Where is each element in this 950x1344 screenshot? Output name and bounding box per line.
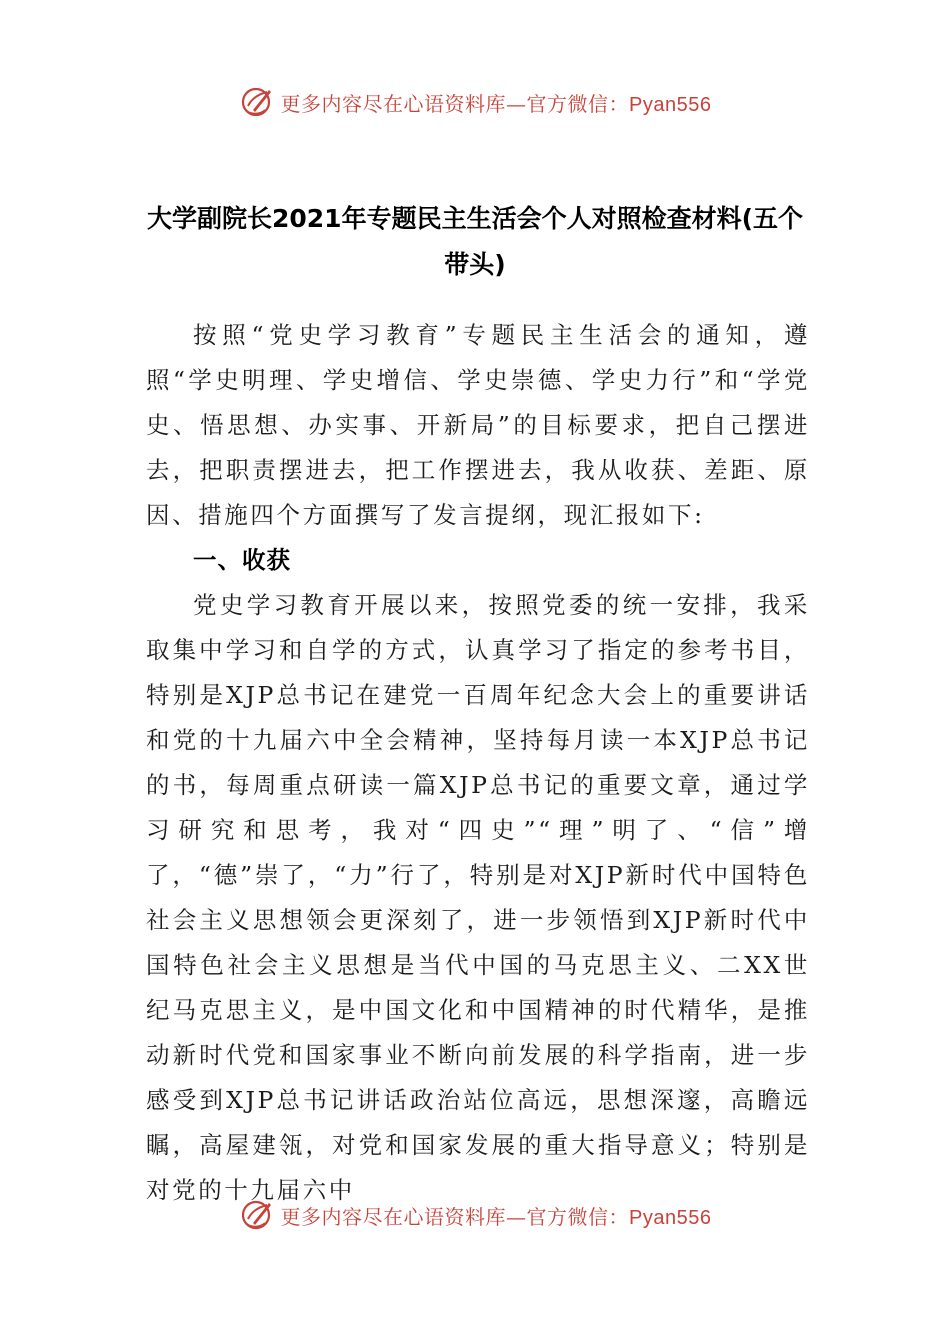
banner-text — [281, 88, 712, 117]
banner-wechat-label: 官方微信： — [526, 91, 630, 116]
pen-flourish-logo-icon — [239, 1197, 275, 1233]
intro-paragraph: 按照“党史学习教育”专题民主生活会的通知，遵照“学史明理、学史增信、学史崇德、学史力行”和“学党史、悟思想、办实事、开新局”的目标要求，把自己摆进去，把职责摆进去，把工作摆进去，我从收获、差距、原因、措施四个方面撰写了发言提纲，现汇报如下: — [146, 321, 810, 529]
banner-wechat-id: Pyan556 — [629, 93, 712, 116]
document-title: 大学副院长2021年专题民主生活会个人对照检查材料(五个带头) — [146, 204, 803, 279]
section-paragraph: 党史学习教育开展以来，按照党委的统一安排，我采取集中学习和自学的方式，认真学习了指定的参考书目，特别是XJP总书记在建党一百周年纪念大会上的重要讲话和党的十九届六中全会精神，坚持每月读一本XJP总书记的书，每周重点研读一篇XJP总书记的重要文章，通过学习研究和思考，我对“四史”“理”明了、“信”增了，“德”崇了，“力”行了，特别是对XJP新时代中国特色社会主义思想领会更深刻了，进一步领悟到XJP新时代中国特色社会主义思想是当代中国的马克思主义、二XX世纪马克思主义，是中国文化和中国精神的时代精华，是推动新时代党和国家事业不断向前发展的科学指南，进一步感受到XJP总书记讲话政治站位高远，思想深邃，高瞻远瞩，高屋建瓴，对党和国家发展的重大指导意义；特别是对党的十九届六中 — [146, 591, 810, 1204]
banner-text — [281, 1201, 712, 1230]
footer-banner — [0, 1195, 950, 1235]
banner-separator: — — [506, 1204, 527, 1229]
document-body — [146, 313, 810, 1213]
banner-main-text: 更多内容尽在心语资料库 — [280, 1204, 507, 1229]
banner-main-text: 更多内容尽在心语资料库 — [280, 91, 507, 116]
banner-separator: — — [506, 91, 527, 116]
pen-flourish-logo-icon — [239, 84, 275, 120]
banner-wechat-id: Pyan556 — [629, 1206, 712, 1229]
section-heading: 一、收获 — [193, 546, 291, 574]
banner-wechat-label: 官方微信： — [526, 1204, 630, 1229]
header-banner — [0, 82, 950, 122]
